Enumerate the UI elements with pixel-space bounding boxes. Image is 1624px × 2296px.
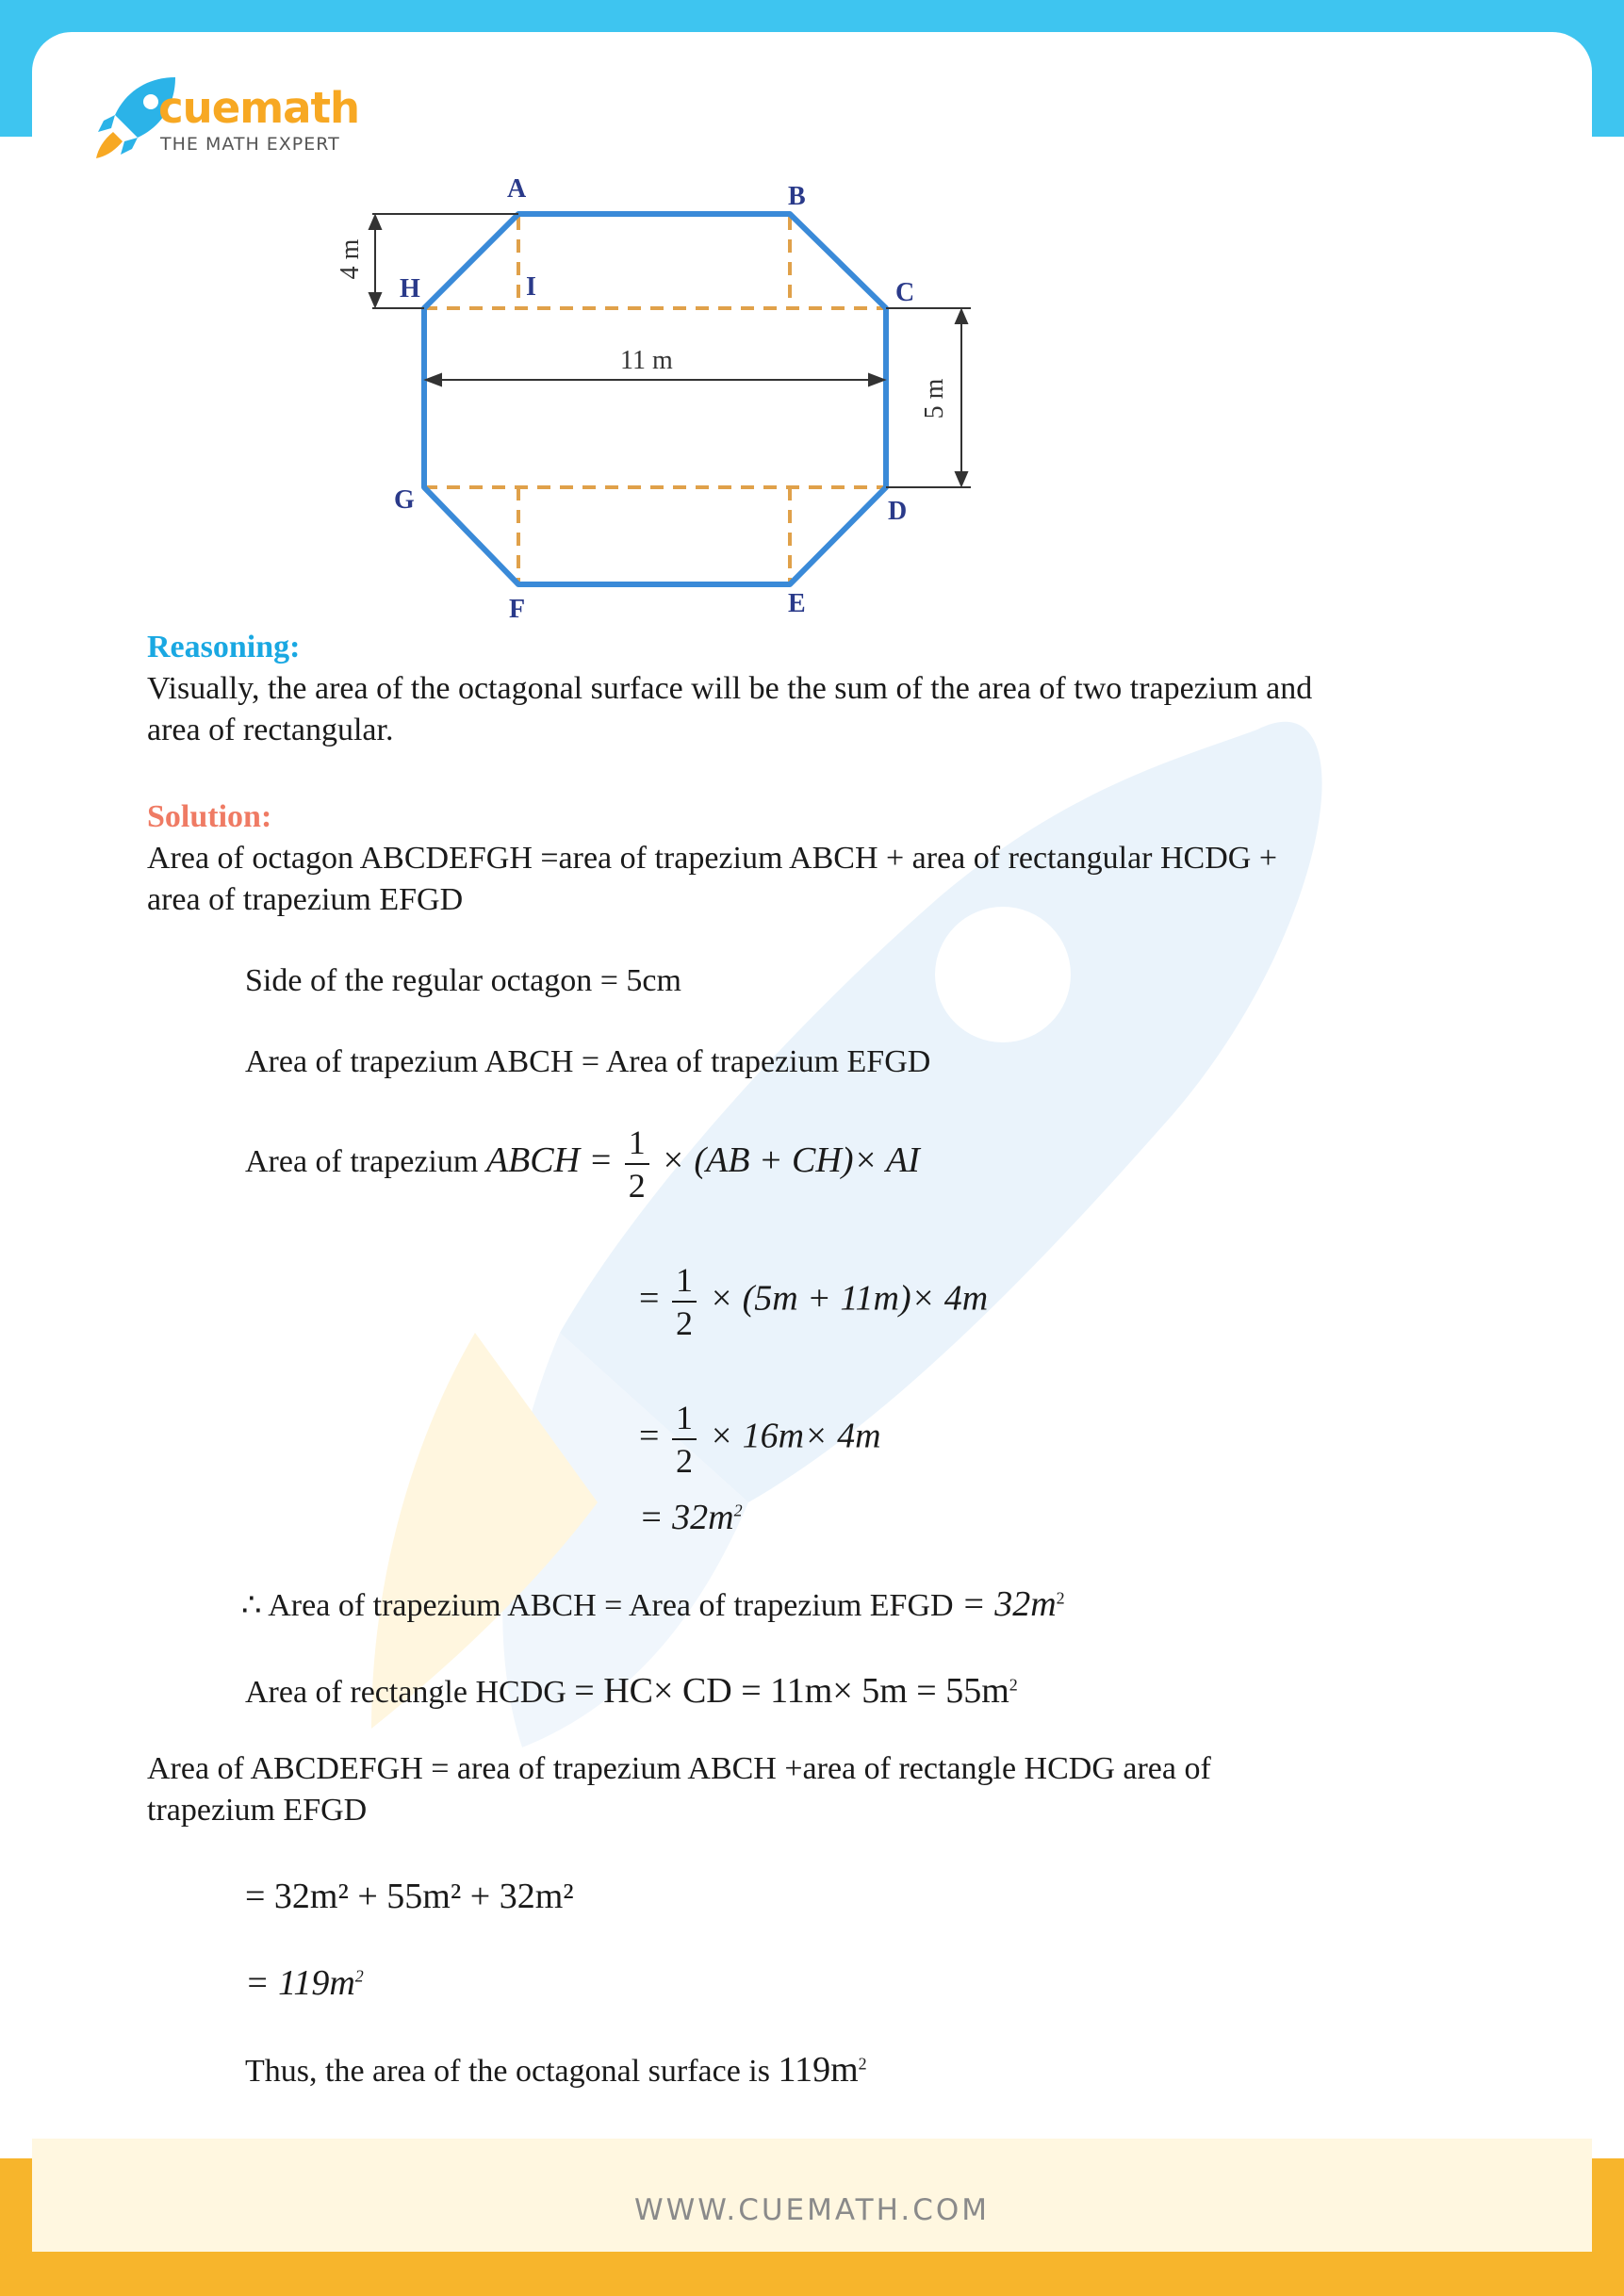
trapezium-formula	[245, 1125, 920, 1203]
reasoning-line-2: area of rectangular.	[147, 713, 394, 747]
octagon-diagram	[336, 165, 999, 627]
footer-strip	[32, 2139, 1592, 2252]
reasoning-heading: Reasoning:	[147, 630, 301, 664]
footer-url[interactable]: WWW.CUEMATH.COM	[633, 2193, 991, 2227]
therefore-line: ∴ Area of trapezium ABCH = Area of trapezium EFGD = $32m^2$	[241, 1584, 1065, 1624]
vertex-e: E	[788, 589, 806, 618]
sum-result: = $119m^2$	[245, 1963, 364, 2003]
octagon-side: Side of the regular octagon = 5cm	[245, 963, 681, 998]
vertex-a: A	[507, 174, 527, 204]
trapezium-equality: Area of trapezium ABCH = Area of trapezium EFGD	[245, 1044, 931, 1079]
vertex-f: F	[509, 595, 526, 624]
brand-tagline: THE MATH EXPERT	[160, 134, 340, 155]
sum-line: = 32m² + 55m² + 32m²	[245, 1877, 574, 1916]
formula-label: Area of trapezium	[245, 1143, 479, 1179]
side-label: 5 m	[920, 378, 949, 419]
total-line-2: trapezium EFGD	[147, 1793, 368, 1828]
vertex-g: G	[394, 485, 415, 515]
vertex-b: B	[788, 182, 806, 211]
formula-rest: × (AB + CH)× AI	[661, 1140, 920, 1180]
height-label: 4 m	[336, 238, 365, 280]
total-line-1: Area of ABCDEFGH = area of trapezium ABCH +area of rectangle HCDG area of	[147, 1751, 1211, 1786]
solution-line-2: area of trapezium EFGD	[147, 882, 464, 917]
solution-line-1: Area of octagon ABCDEFGH =area of trapezium ABCH + area of rectangular HCDG +	[147, 841, 1277, 876]
reasoning-line-1: Visually, the area of the octagonal surface will be the sum of the area of two trapezium and	[147, 671, 1313, 706]
half-fraction: $\frac{1}{2}$	[625, 1125, 649, 1203]
step-3: = $32m^2$	[639, 1498, 743, 1537]
rectangle-area: Area of rectangle HCDG = HC× CD = $11m\times 5m = 55m^2$	[245, 1671, 1018, 1711]
conclusion: Thus, the area of the octagonal surface is $119m^2$	[245, 2050, 867, 2090]
vertex-i: I	[526, 272, 536, 302]
width-label: 11 m	[620, 346, 673, 375]
step-1: = $\frac{1}{2}$ × (5m + 11m)× 4m	[639, 1261, 989, 1342]
vertex-c: C	[895, 278, 915, 307]
solution-heading: Solution:	[147, 799, 272, 834]
vertex-h: H	[400, 274, 420, 303]
formula-lhs: ABCH =	[485, 1140, 614, 1180]
vertex-d: D	[888, 497, 908, 526]
step-2: = $\frac{1}{2}$ × 16m× 4m	[639, 1399, 881, 1480]
brand-name[interactable]: cuemath	[158, 83, 360, 133]
